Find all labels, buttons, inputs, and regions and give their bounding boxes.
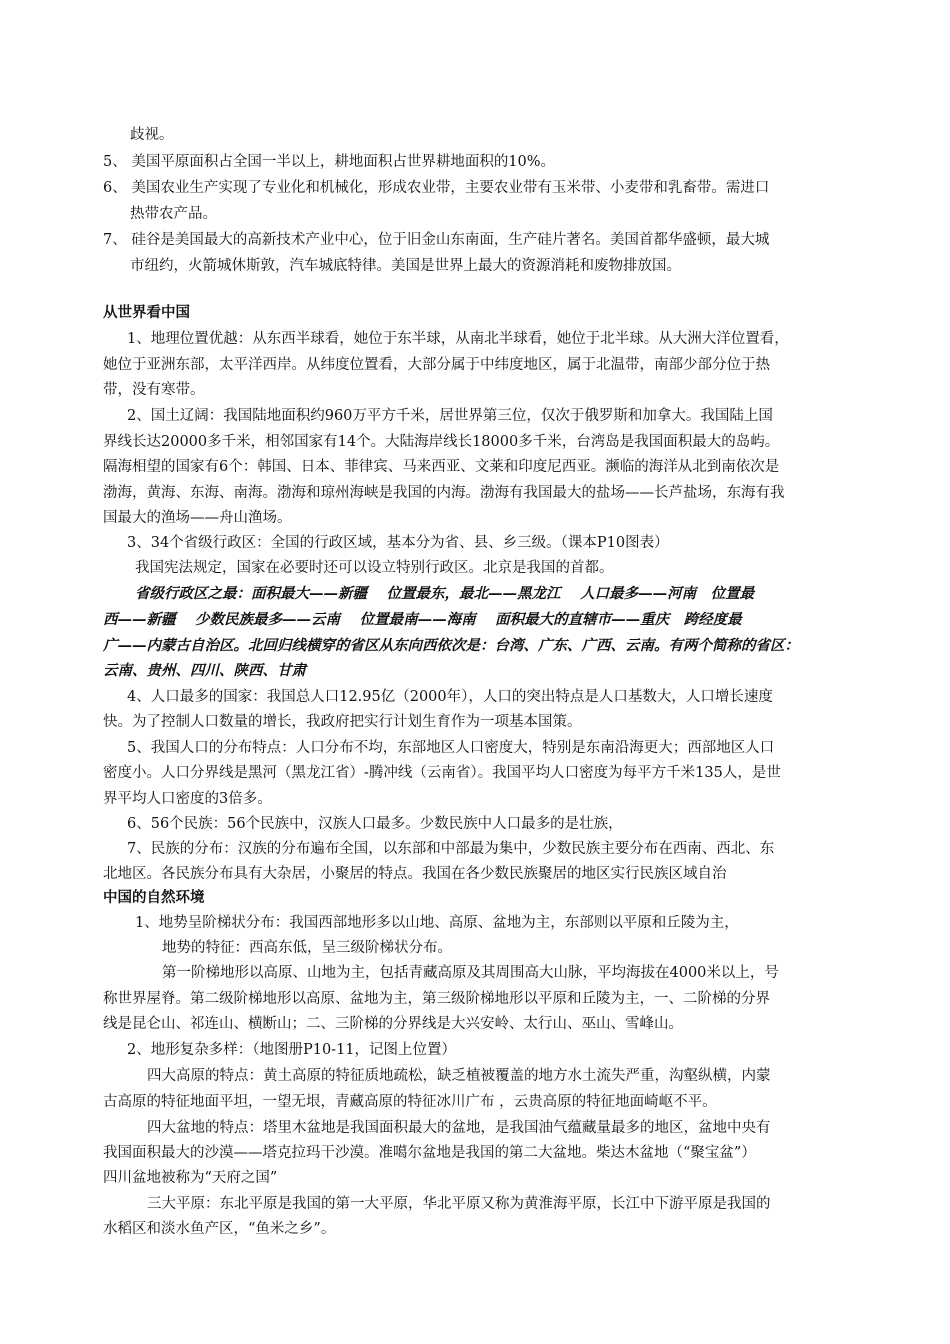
text-line: 隔海相望的国家有6个：韩国、日本、菲律宾、马来西亚、文莱和印度尼西亚。濒临的海洋从北到南依次是 xyxy=(103,459,780,475)
text-line: 7、民族的分布：汉族的分布遍布全国，以东部和中部最为集中，少数民族主要分布在西南、西北、东 xyxy=(127,841,775,857)
text-line: 水稻区和淡水鱼产区，“鱼米之乡”。 xyxy=(103,1221,336,1237)
text-line: 2、国土辽阔：我国陆地面积约960万平方千米，居世界第三位，仅次于俄罗斯和加拿大。我国陆上国 xyxy=(127,408,773,424)
text-line: 歧视。 xyxy=(130,127,174,143)
text-line: 古高原的特征地面平坦，一望无垠，青藏高原的特征冰川广布 ，云贵高原的特征地面崎岖不平。 xyxy=(103,1094,717,1110)
section-heading-natural-environment: 中国的自然环境 xyxy=(103,890,205,906)
text-line: 界平均人口密度的3倍多。 xyxy=(103,791,272,807)
text-line: 国最大的渔场——舟山渔场。 xyxy=(103,510,292,526)
province-superlatives: 云南、贵州、四川、陕西、甘肃 xyxy=(103,662,306,679)
province-superlatives: 省级行政区之最：面积最大——新疆 位置最东，最北——黑龙江 人口最多——河南 位置最 xyxy=(135,585,755,602)
text-line: 市纽约，火箭城休斯敦，汽车城底特律。美国是世界上最大的资源消耗和废物排放国。 xyxy=(130,258,681,274)
text-line: 密度小。人口分界线是黑河（黑龙江省）-腾冲线（云南省）。我国平均人口密度为每平方千米135人，是世 xyxy=(103,765,781,781)
text-line: 1、地势呈阶梯状分布：我国西部地形多以山地、高原、盆地为主，东部则以平原和丘陵为主， xyxy=(135,915,739,931)
text-line: 带，没有寒带。 xyxy=(103,382,205,398)
text-line: 6、56个民族：56个民族中，汉族人口最多。少数民族中人口最多的是壮族， xyxy=(127,816,623,832)
list-item-7: 7、 硅谷是美国最大的高新技术产业中心，位于旧金山东南面，生产硅片著名。美国首都华盛顿，最大城 xyxy=(103,232,770,248)
text-line: 我国宪法规定，国家在必要时还可以设立特别行政区。北京是我国的首都。 xyxy=(135,560,614,576)
text-line: 5、我国人口的分布特点：人口分布不均，东部地区人口密度大，特别是东南沿海更大；西部地区人口 xyxy=(127,740,775,756)
text-line: 1、地理位置优越：从东西半球看，她位于东半球，从南北半球看，她位于北半球。从大洲大洋位置看， xyxy=(127,331,789,347)
text-line: 三大平原：东北平原是我国的第一大平原，华北平原又称为黄淮海平原，长江中下游平原是我国的 xyxy=(147,1196,771,1212)
section-heading-china-world: 从世界看中国 xyxy=(103,305,190,321)
list-item-6: 6、 美国农业生产实现了专业化和机械化，形成农业带，主要农业带有玉米带、小麦带和乳畜带。需进口 xyxy=(103,180,770,196)
text-line: 界线长达20000多千米，相邻国家有14个。大陆海岸线长18000多千米，台湾岛是我国面积最大的岛屿。 xyxy=(103,434,780,450)
text-line: 我国面积最大的沙漠——塔克拉玛干沙漠。准噶尔盆地是我国的第二大盆地。柴达木盆地（“聚宝盆”） xyxy=(103,1145,756,1161)
text-line: 北地区。各民族分布具有大杂居，小聚居的特点。我国在各少数民族聚居的地区实行民族区域自治 xyxy=(103,866,727,882)
text-line: 3、34个省级行政区：全国的行政区域，基本分为省、县、乡三级。（课本P10图表） xyxy=(127,535,669,551)
text-line: 地势的特征：西高东低，呈三级阶梯状分布。 xyxy=(162,940,452,956)
text-line: 线是昆仑山、祁连山、横断山；二、三阶梯的分界线是大兴安岭、太行山、巫山、雪峰山。 xyxy=(103,1016,683,1032)
text-line: 快。为了控制人口数量的增长，我政府把实行计划生育作为一项基本国策。 xyxy=(103,714,582,730)
list-item-5: 5、 美国平原面积占全国一半以上，耕地面积占世界耕地面积的10%。 xyxy=(103,154,556,170)
text-line: 她位于亚洲东部，太平洋西岸。从纬度位置看，大部分属于中纬度地区，属于北温带，南部少部分位于热 xyxy=(103,357,770,373)
province-superlatives: 西——新疆 少数民族最多——云南 位置最南——海南 面积最大的直辖市——重庆 跨经度最 xyxy=(103,611,742,628)
text-line: 四川盆地被称为“天府之国” xyxy=(103,1170,278,1186)
text-line: 第一阶梯地形以高原、山地为主，包括青藏高原及其周围高大山脉，平均海拔在4000米以上，号 xyxy=(162,965,779,981)
province-superlatives: 广——内蒙古自治区。北回归线横穿的省区从东向西依次是：台湾、广东、广西、云南。有两个简称的省区： xyxy=(103,637,799,654)
text-line: 渤海，黄海、东海、南海。渤海和琼州海峡是我国的内海。渤海有我国最大的盐场——长芦盐场，东海有我 xyxy=(103,485,785,501)
text-line: 热带农产品。 xyxy=(130,206,217,222)
text-line: 称世界屋脊。第二级阶梯地形以高原、盆地为主，第三级阶梯地形以平原和丘陵为主，一、二阶梯的分界 xyxy=(103,991,770,1007)
text-line: 2、地形复杂多样：（地图册P10-11，记图上位置） xyxy=(127,1042,457,1058)
text-line: 四大盆地的特点：塔里木盆地是我国面积最大的盆地，是我国油气蕴藏量最多的地区，盆地中央有 xyxy=(147,1120,771,1136)
text-line: 4、人口最多的国家：我国总人口12.95亿（2000年），人口的突出特点是人口基数大，人口增长速度 xyxy=(127,689,773,705)
text-line: 四大高原的特点：黄土高原的特征质地疏松，缺乏植被覆盖的地方水土流失严重，沟壑纵横，内蒙 xyxy=(147,1068,771,1084)
